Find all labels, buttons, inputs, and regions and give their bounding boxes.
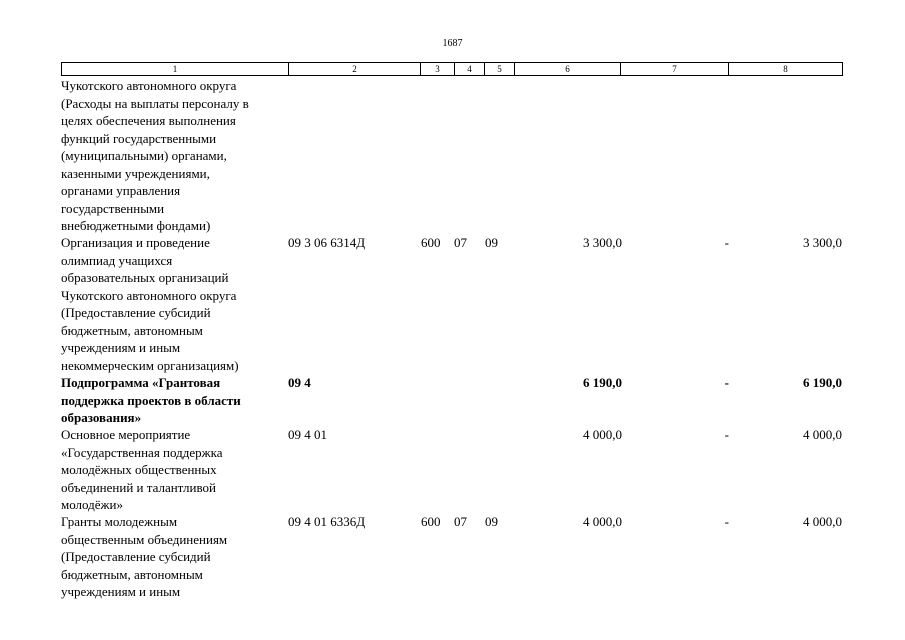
row-name xyxy=(61,513,283,601)
header-col-3: 3 xyxy=(421,63,455,75)
row-value-col6: 3 300,0 xyxy=(583,235,622,250)
row-value-col7: - xyxy=(724,427,729,442)
name-line: олимпиад учащихся xyxy=(61,252,173,268)
name-line: органами управления xyxy=(61,183,181,198)
header-col-7: 7 xyxy=(621,63,729,75)
name-line: Подпрограмма «Грантовая xyxy=(61,375,221,390)
name-line: (Предоставление субсидий xyxy=(61,305,211,320)
row-value-col8: 4 000,0 xyxy=(803,427,842,442)
row-name xyxy=(61,77,283,235)
name-line: объединений и талантливой xyxy=(61,479,216,495)
row-subsection: 09 xyxy=(485,235,498,250)
name-line: учреждениям и иным xyxy=(61,584,181,599)
name-line: Чукотского автономного округа xyxy=(61,78,237,93)
name-line: внебюджетными фондами) xyxy=(61,218,211,233)
row-value-col8: 3 300,0 xyxy=(803,235,842,250)
header-col-1: 1 xyxy=(62,63,289,75)
name-line: образования» xyxy=(61,410,142,425)
name-line: молодёжи» xyxy=(61,497,123,512)
name-line: функций государственными xyxy=(61,130,217,146)
name-line: некоммерческим организациям) xyxy=(61,357,239,373)
row-value-col6: 6 190,0 xyxy=(583,375,622,390)
name-line: Организация и проведение xyxy=(61,235,210,250)
row-code: 09 4 01 6336Д xyxy=(288,514,366,529)
row-name xyxy=(61,234,283,374)
name-line: бюджетным, автономным xyxy=(61,322,203,338)
name-line: учреждениям и иным xyxy=(61,340,181,355)
row-value-col7: - xyxy=(724,235,729,250)
name-line: бюджетным, автономным xyxy=(61,566,203,582)
name-line: Гранты молодежным xyxy=(61,514,178,529)
header-col-6: 6 xyxy=(515,63,621,75)
row-group: 600 xyxy=(421,235,441,250)
name-line: образовательных организаций xyxy=(61,270,229,285)
name-line: молодёжных общественных xyxy=(61,462,217,477)
row-value-col6: 4 000,0 xyxy=(583,514,622,529)
row-value-col8: 4 000,0 xyxy=(803,514,842,529)
name-line: целях обеспечения выполнения xyxy=(61,113,236,128)
name-line: Основное мероприятие xyxy=(61,427,191,442)
row-code: 09 3 06 6314Д xyxy=(288,235,366,250)
name-line: (муниципальными) органами, xyxy=(61,148,227,163)
header-col-2: 2 xyxy=(289,63,421,75)
name-line: поддержка проектов в области xyxy=(61,392,241,408)
name-line: (Предоставление субсидий xyxy=(61,549,211,564)
row-section: 07 xyxy=(454,514,467,529)
row-value-col7: - xyxy=(724,514,729,529)
row-code: 09 4 xyxy=(288,375,311,390)
row-subsection: 09 xyxy=(485,514,498,529)
row-value-col8: 6 190,0 xyxy=(803,375,842,390)
header-col-5: 5 xyxy=(485,63,515,75)
name-line: государственными xyxy=(61,200,165,216)
name-line: «Государственная поддержка xyxy=(61,444,223,460)
row-name xyxy=(61,374,283,427)
page-number: 1687 xyxy=(442,38,463,49)
row-section: 07 xyxy=(454,235,467,250)
row-value-col6: 4 000,0 xyxy=(583,427,622,442)
name-line: общественным объединениям xyxy=(61,531,228,547)
header-col-8: 8 xyxy=(783,64,788,74)
name-line: казенными учреждениями, xyxy=(61,165,210,181)
row-name xyxy=(61,426,283,514)
row-group: 600 xyxy=(421,514,441,529)
name-line: (Расходы на выплаты персоналу в xyxy=(61,95,249,111)
name-line: Чукотского автономного округа xyxy=(61,287,237,303)
row-value-col7: - xyxy=(724,375,729,390)
row-code: 09 4 01 xyxy=(288,427,327,442)
header-col-4: 4 xyxy=(455,63,485,75)
